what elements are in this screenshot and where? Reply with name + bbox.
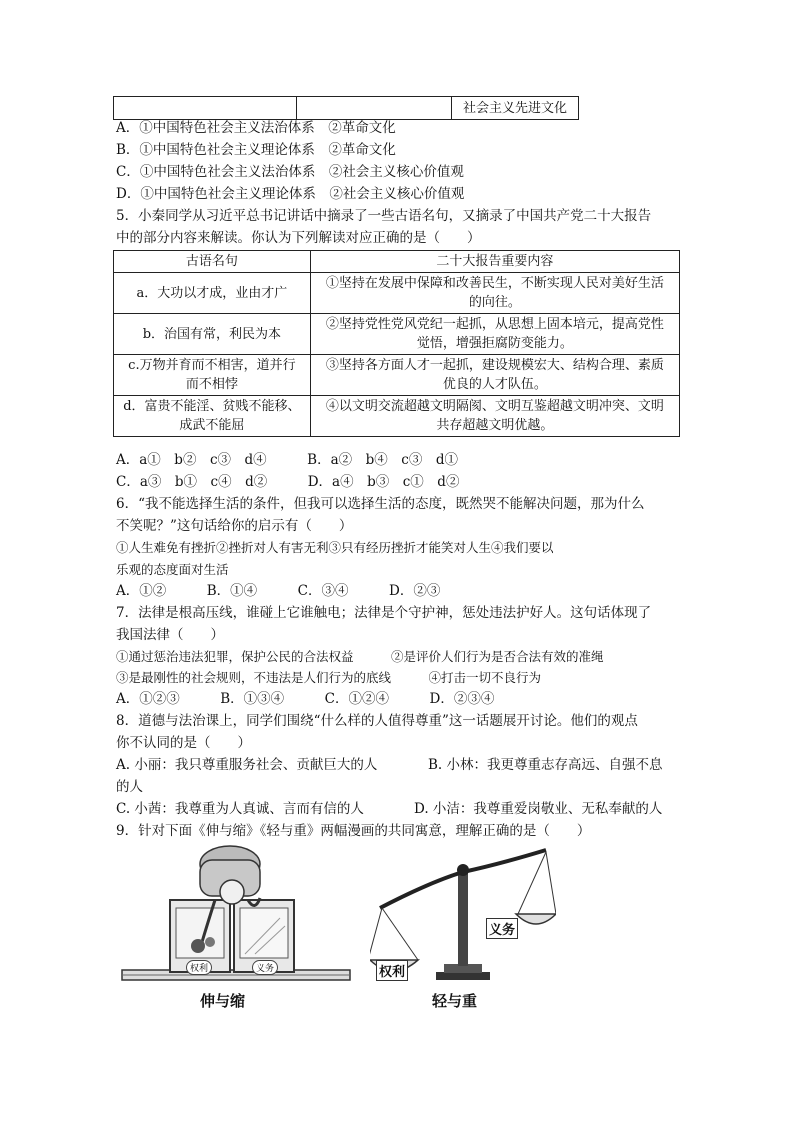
cartoon-qing-yu-zhong bbox=[370, 842, 556, 1014]
q7-statements-line-1: ①通过惩治违法犯罪，保护公民的合法权益 ②是评价人们行为是否合法有效的准绳 bbox=[116, 649, 604, 664]
q5-row-b-right-line1: ②坚持党性党风党纪一起抓，从思想上固本培元，提高党性 bbox=[325, 317, 664, 332]
q5-row-c-left-line1: c.万物并育而不相害，道并行 bbox=[128, 358, 296, 373]
q4-option-c: C．①中国特色社会主义法治体系 ②社会主义核心价值观 bbox=[116, 164, 464, 180]
q5-options-line-2: C．a③ b① c④ d② D．a④ b③ c① d② bbox=[116, 474, 460, 490]
q5-row-b-right-line2: 觉悟，增强拒腐防变能力。 bbox=[416, 336, 573, 351]
q7-stem-line-1: 7．法律是根高压线，谁碰上它谁触电；法律是个守护神，惩处违法护好人。这句话体现了 bbox=[116, 605, 652, 621]
q5-row-d-left-line1: d．富贵不能淫、贫贱不能移、 bbox=[123, 399, 301, 414]
q5-row-d-right-line2: 共存超越文明优越。 bbox=[436, 418, 554, 433]
q6-stem-line-1: 6．“我不能选择生活的条件，但我可以选择生活的态度，既然哭不能解决问题，那为什么 bbox=[116, 496, 645, 512]
q7-statements-line-2: ③是最刚性的社会规则，不违法是人们行为的底线 ④打击一切不良行为 bbox=[116, 670, 542, 685]
q8-option-d: D. 小洁：我尊重爱岗敬业、无私奉献的人 bbox=[414, 801, 663, 817]
q5-table-header bbox=[114, 251, 680, 273]
q5-table-row bbox=[114, 273, 680, 314]
q5-header-right: 二十大报告重要内容 bbox=[310, 251, 679, 273]
top-table-cell-3: 社会主义先进文化 bbox=[452, 97, 579, 120]
q5-row-c-right-line2: 优良的人才队伍。 bbox=[442, 377, 547, 392]
cartoon-shen-yu-suo-illustration bbox=[120, 842, 352, 987]
top-table-cell-2 bbox=[297, 97, 452, 120]
q5-row-d-left-line2: 成武不能屈 bbox=[179, 418, 245, 433]
q5-row-a-right bbox=[310, 273, 679, 314]
cartoon-shen-yu-suo bbox=[120, 842, 352, 1014]
q5-row-d-right-line1: ④以文明交流超越文明隔阂、文明互鉴超越文明冲突、文明 bbox=[325, 399, 664, 414]
cartoon2-left-pan-label: 权利 bbox=[376, 960, 408, 981]
q7-stem-line-2: 我国法律（ ） bbox=[116, 627, 224, 643]
cartoon2-right-pan-label: 义务 bbox=[486, 918, 518, 939]
q5-table-row bbox=[114, 355, 680, 396]
q8-option-a: A. 小丽：我只尊重服务社会、贡献巨大的人 bbox=[116, 757, 378, 773]
q5-row-c-right-line1: ③坚持各方面人才一起抓，建设规模宏大、结构合理、素质 bbox=[325, 358, 664, 373]
q5-options-line-1: A．a① b② c③ d④ B．a② b④ c③ d① bbox=[116, 452, 458, 468]
cartoon1-box-right-label: 义务 bbox=[252, 960, 278, 975]
q6-statements-line-2: 乐观的态度面对生活 bbox=[116, 562, 229, 577]
q4-option-d: D．①中国特色社会主义理论体系 ②社会主义核心价值观 bbox=[116, 186, 465, 202]
q5-table-row bbox=[114, 314, 680, 355]
q5-header-left: 古语名句 bbox=[114, 251, 311, 273]
q6-statements-line-1: ①人生难免有挫折②挫折对人有害无利③只有经历挫折才能笑对人生④我们要以 bbox=[116, 540, 554, 555]
q5-row-d-left bbox=[114, 396, 311, 437]
q5-row-b-left bbox=[114, 314, 311, 355]
q5-table-row bbox=[114, 396, 680, 437]
q8-stem-line-2: 你不认同的是（ ） bbox=[116, 735, 251, 751]
q4-option-a: A．①中国特色社会主义法治体系 ②革命文化 bbox=[116, 120, 396, 136]
q6-stem-line-2: 不笑呢？”这句话给你的启示有（ ） bbox=[116, 518, 353, 534]
cartoon2-caption: 轻与重 bbox=[432, 992, 478, 1010]
q5-row-c-left-line2: 而不相悖 bbox=[185, 377, 238, 392]
q5-table bbox=[113, 250, 680, 437]
q5-row-a-right-line2: 的向往。 bbox=[468, 295, 521, 310]
q6-options: A．①② B．①④ C．③④ D．②③ bbox=[116, 583, 441, 599]
q8-option-c: C. 小茜：我尊重为人真诚、言而有信的人 bbox=[116, 801, 364, 817]
cartoon1-box-left-label: 权利 bbox=[186, 960, 212, 975]
q5-row-a-right-line1: ①坚持在发展中保障和改善民生，不断实现人民对美好生活 bbox=[325, 276, 664, 291]
q4-option-b: B．①中国特色社会主义理论体系 ②革命文化 bbox=[116, 142, 396, 158]
q5-row-a-left-line1: a．大功以才成，业由才广 bbox=[136, 285, 288, 301]
q7-options: A．①②③ B．①③④ C．①②④ D．②③④ bbox=[116, 691, 495, 707]
q5-stem-line-2: 中的部分内容来解读。你认为下列解读对应正确的是（ ） bbox=[116, 230, 481, 246]
top-table bbox=[113, 96, 579, 120]
q5-row-b-left-line1: b．治国有常，利民为本 bbox=[142, 326, 282, 342]
top-table-row bbox=[114, 97, 579, 120]
q5-row-c-right bbox=[310, 355, 679, 396]
q5-stem-line-1: 5．小秦同学从习近平总书记讲话中摘录了一些古语名句，又摘录了中国共产党二十大报告 bbox=[116, 208, 652, 224]
q5-row-c-left bbox=[114, 355, 311, 396]
q8-stem-line-1: 8．道德与法治课上，同学们围绕“什么样的人值得尊重”这一话题展开讨论。他们的观点 bbox=[116, 713, 638, 729]
cartoon1-caption: 伸与缩 bbox=[200, 992, 246, 1010]
top-table-cell-1 bbox=[114, 97, 297, 120]
q9-stem: 9．针对下面《伸与缩》《轻与重》两幅漫画的共同寓意，理解正确的是（ ） bbox=[116, 823, 591, 839]
q5-row-b-right bbox=[310, 314, 679, 355]
q5-row-a-left bbox=[114, 273, 311, 314]
q8-option-b: B. 小林：我更尊重志存高远、自强不息 bbox=[428, 757, 663, 773]
q8-option-b-cont: 的人 bbox=[116, 779, 143, 795]
q5-row-d-right bbox=[310, 396, 679, 437]
